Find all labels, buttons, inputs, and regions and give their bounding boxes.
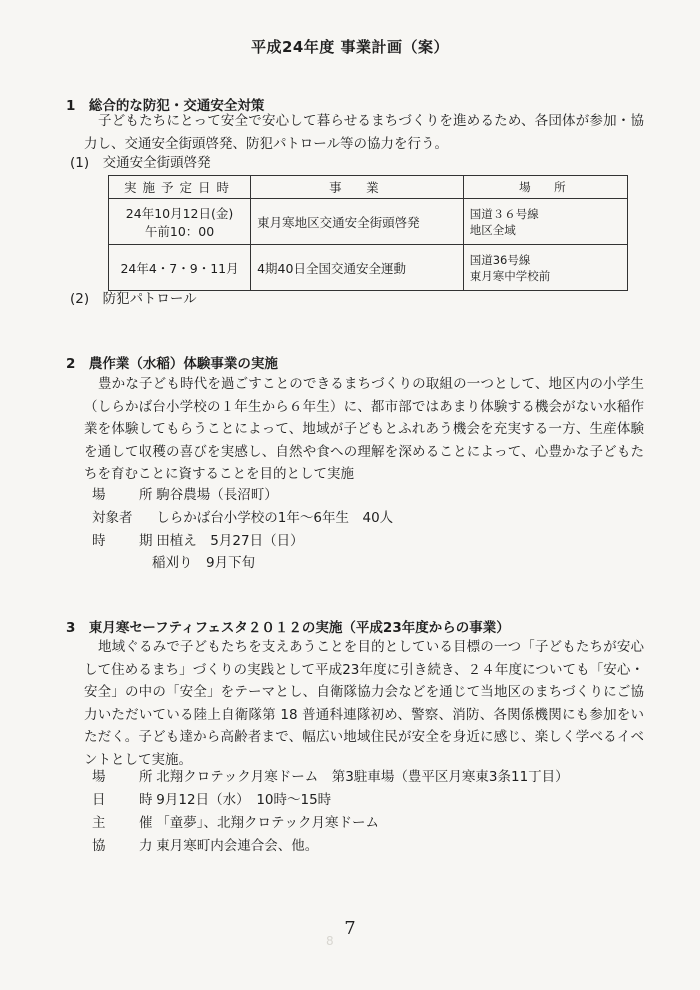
row-1-date: 24年10月12日(金) [125,205,234,221]
table-header-date: 実施予定日時 [109,176,251,199]
row-1-time: 午前10：00 [144,223,215,239]
host-value: 「童夢」、北翔クロテック月寒ドーム [156,815,380,831]
table-cell-date: 24年4・7・9・11月 [109,245,251,291]
section-2-period-2: 稲刈り 9月下旬 [152,555,256,571]
table-row [109,245,628,291]
section-2-period [92,530,304,552]
section-1-heading: 1 総合的な防犯・交通安全対策 [66,98,265,114]
target-label: 対象者 [92,510,133,526]
table-cell-event: 東月寒地区交通安全街頭啓発 [251,199,464,245]
place-value: 駒谷農場（長沼町） [156,487,278,503]
place-value: 北翔クロテック月寒ドーム 第3駐車場（豊平区月寒東3条11丁目） [156,769,569,785]
row-1-place-2: 地区全域 [469,222,516,237]
table-header-place: 場 所 [463,176,627,199]
cooperation-value: 東月寒町内会連合会、他。 [156,838,319,854]
section-1-subheading-1: (1) 交通安全街頭啓発 [70,155,211,171]
section-1-subheading-2: (2) 防犯パトロール [70,291,197,307]
section-1-paragraph: 子どもたちにとって安全で安心して暮らせるまちづくりを進めるため、各団体が参加・協力し、交通安全街頭啓発、防犯パトロール等の協力を行う。 [84,113,644,152]
table-header-event: 事 業 [251,176,464,199]
section-2-place [92,484,278,506]
row-2-place-1: 国道36号線 [469,252,531,267]
section-3-host [92,812,379,834]
table-cell-place [463,245,627,291]
row-1-place-1: 国道３６号線 [469,206,539,221]
cooperation-label: 協 力 [92,838,163,854]
page-title: 平成24年度 事業計画（案） [250,38,450,56]
section-2-heading: 2 農作業（水稲）体験事業の実施 [66,356,278,372]
row-2-place-2: 東月寒中学校前 [469,268,551,283]
section-3-place [92,766,569,788]
date-label: 日 時 [92,792,163,808]
schedule-table [108,175,628,291]
section-3-paragraph: 地域ぐるみで子どもたちを支えあうことを目的としている目標の一つ「子どもたちが安心して住めるまち」づくりの実践として平成23年度に引き続き、２４年度についても「安心・安全」の中の「安全」をテーマとし、自衛隊協力会などを通じて当地区のまちづくりにご協力いただいている陸上自衛隊第 18 普通科連隊初め、警察、消防、各関係機関にも参加をいただく。子ども達から高齢者まで、幅広い地域住民が安全を身近に感じ、楽しく学べるイベントとして実施。 [84,639,644,768]
place-label: 場 所 [92,487,163,503]
bleed-through-page-number: 8 [326,934,334,948]
target-value: しらかば台小学校の1年～6年生 40人 [156,510,394,526]
section-3-heading: 3 東月寒セーフティフェスタ２０１２の実施（平成23年度からの事業） [66,620,510,636]
date-value: 9月12日（水） 10時～15時 [156,792,332,808]
section-3-date [92,789,331,811]
host-label: 主 催 [92,815,163,831]
table-cell-place [463,199,627,245]
page-number: 7 [344,918,356,939]
table-cell-event: 4期40日全国交通安全運動 [251,245,464,291]
section-2-target [92,507,393,529]
table-row [109,199,628,245]
period-value-1: 田植え 5月27日（日） [156,533,304,549]
period-label: 時 期 [92,533,163,549]
section-2-paragraph: 豊かな子ども時代を過ごすことのできるまちづくりの取組の一つとして、地区内の小学生（しらかば台小学校の１年生から６年生）に、都市部ではあまり体験する機会がない水稲作業を体験してもらうことによって、地域が子どもとふれあう機会を充実する一方、生産体験を通して収穫の喜びを実感し、自然や食への理解を深めることによって、心豊かな子どもたちを育むことに資することを目的として実施 [84,376,644,482]
place-label: 場 所 [92,769,163,785]
table-cell-date [109,199,251,245]
table-header-row [109,176,628,199]
section-3-cooperation [92,835,318,857]
